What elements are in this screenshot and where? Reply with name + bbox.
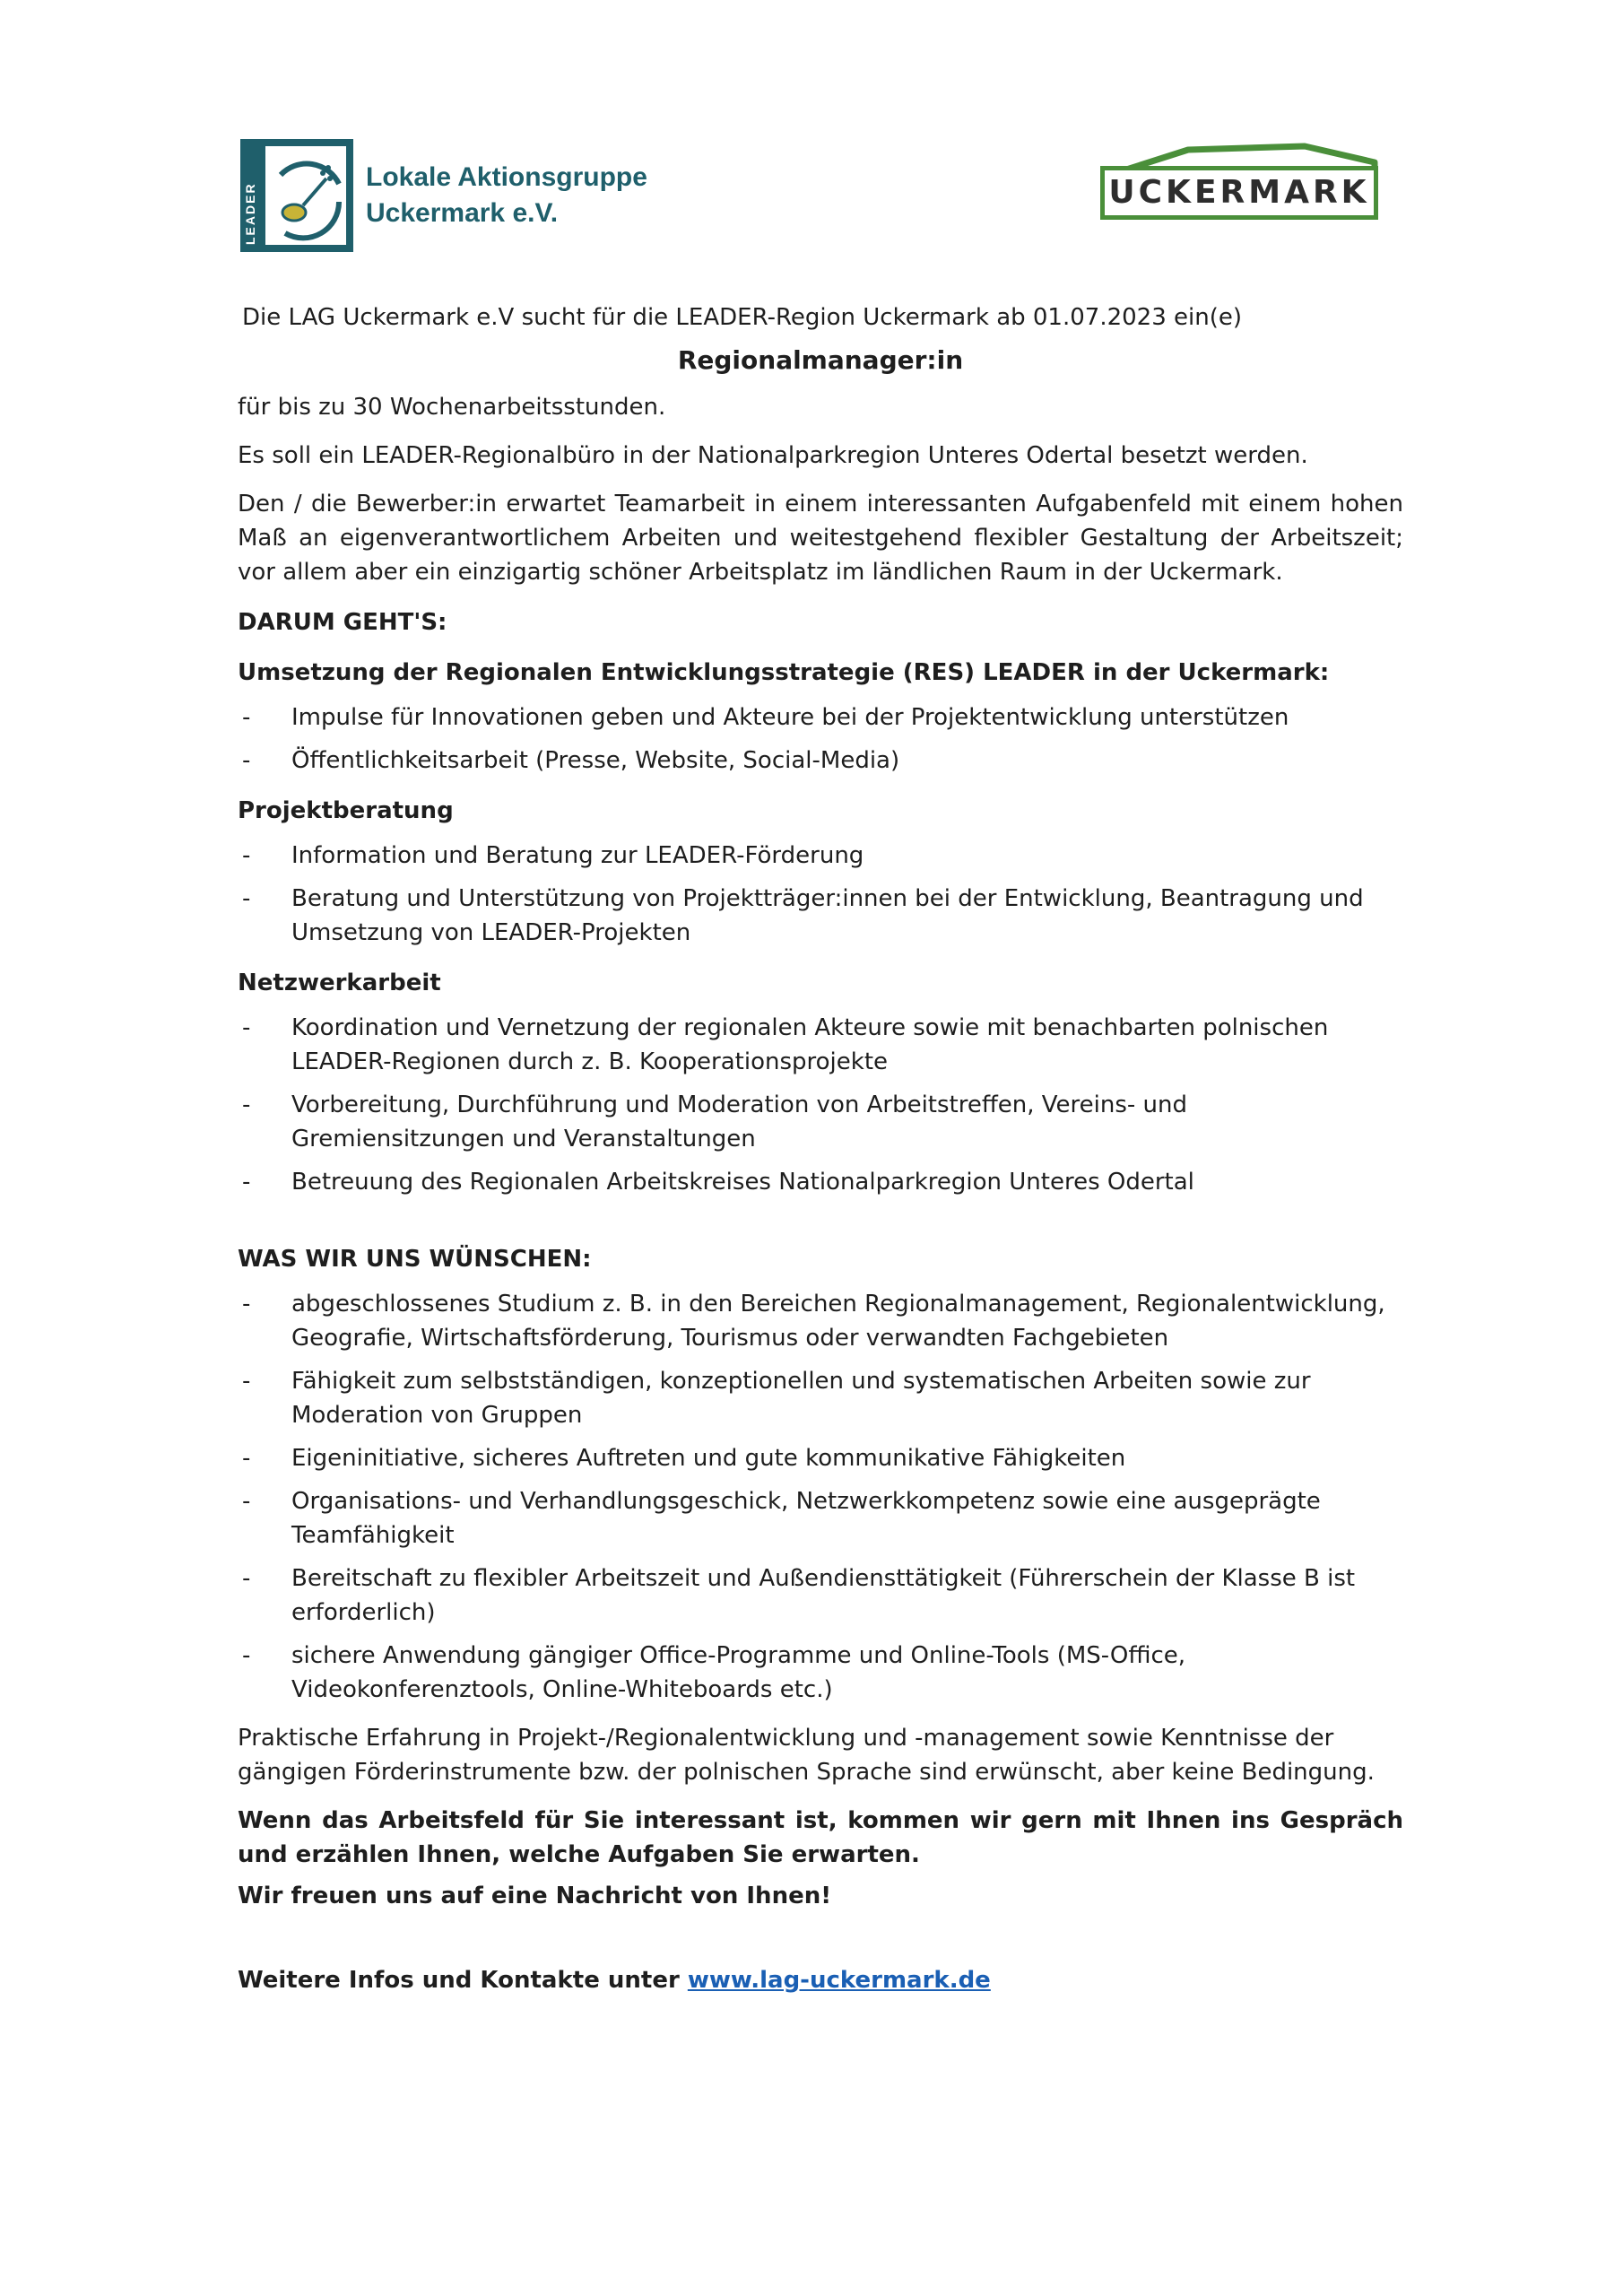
hours-text: für bis zu 30 Wochenarbeitsstunden. <box>238 394 666 421</box>
wuensche-heading: WAS WIR UNS WÜNSCHEN: <box>238 1246 592 1273</box>
uckermark-wordmark: UCKERMARK <box>1100 166 1378 220</box>
netzwerkarbeit-heading: Netzwerkarbeit <box>238 970 441 996</box>
list-item: - Koordination und Vernetzung der regionalen Akteure sowie mit benachbarten polnischen LEADER-Regionen durch z. B. Kooperationsprojekte <box>238 1011 1403 1079</box>
uckermark-logo <box>1098 139 1385 229</box>
lag-logo <box>240 139 647 252</box>
projektberatung-heading: Projektberatung <box>238 797 454 824</box>
experience-text: Praktische Erfahrung in Projekt-/Regionalentwicklung und -management sowie Kenntnisse der gängigen Förderinstrumente bzw. der polnischen Sprache sind erwünscht, aber keine Bedingung. <box>238 1725 1375 1786</box>
list-item: - Bereitschaft zu flexibler Arbeitszeit und Außendiensttätigkeit (Führerschein der Klasse B ist erforderlich) <box>238 1561 1403 1630</box>
list-item: - abgeschlossenes Studium z. B. in den Bereichen Regionalmanagement, Regionalentwicklung, Geografie, Wirtschaftsförderung, Tourismus oder verwandten Fachgebieten <box>238 1287 1403 1355</box>
office-text: Es soll ein LEADER-Regionalbüro in der Nationalparkregion Unteres Odertal besetzt werden. <box>238 442 1308 469</box>
closing-text: Wenn das Arbeitsfeld für Sie interessant ist, kommen wir gern mit Ihnen ins Gespräch und erzählen Ihnen, welche Aufgaben Sie erwarten. <box>238 1807 1403 1868</box>
res-list <box>238 700 1403 778</box>
res-heading: Umsetzung der Regionalen Entwicklungsstrategie (RES) LEADER in der Uckermark: <box>238 659 1330 686</box>
list-item: - Information und Beratung zur LEADER-Förderung <box>238 839 1403 873</box>
lag-name-line1: Lokale Aktionsgruppe <box>366 162 647 192</box>
website-link[interactable]: www.lag-uckermark.de <box>687 1967 991 1994</box>
list-item: - Fähigkeit zum selbstständigen, konzeptionellen und systematischen Arbeiten sowie zur Moderation von Gruppen <box>238 1364 1403 1432</box>
darum-heading: DARUM GEHT'S: <box>238 609 447 636</box>
wuensche-list <box>238 1287 1403 1707</box>
more-info-text: Weitere Infos und Kontakte unter <box>238 1967 680 1994</box>
intro-text: Die LAG Uckermark e.V sucht für die LEADER-Region Uckermark ab 01.07.2023 ein(e) <box>242 304 1243 331</box>
job-title: Regionalmanager:in <box>677 345 964 375</box>
list-item: - Vorbereitung, Durchführung und Moderation von Arbeitstreffen, Vereins- und Gremiensitzungen und Veranstaltungen <box>238 1088 1403 1156</box>
leader-vertical-text: LEADER <box>243 182 257 245</box>
closing-greeting: Wir freuen uns auf eine Nachricht von Ihnen! <box>238 1883 832 1909</box>
lag-name-line2: Uckermark e.V. <box>366 198 559 228</box>
list-item: - Betreuung des Regionalen Arbeitskreises Nationalparkregion Unteres Odertal <box>238 1165 1403 1199</box>
list-item: - Beratung und Unterstützung von Projektträger:innen bei der Entwicklung, Beantragung und Umsetzung von LEADER-Projekten <box>238 882 1403 950</box>
netzwerkarbeit-list <box>238 1011 1403 1199</box>
more-info-line <box>238 1963 1403 1997</box>
list-item: - sichere Anwendung gängiger Office-Programme und Online-Tools (MS-Office, Videokonferenztools, Online-Whiteboards etc.) <box>238 1639 1403 1707</box>
projektberatung-list <box>238 839 1403 950</box>
lag-name <box>366 160 647 231</box>
job-posting <box>238 300 1403 1997</box>
list-item: - Eigeninitiative, sicheres Auftreten und gute kommunikative Fähigkeiten <box>238 1441 1403 1475</box>
leader-emblem <box>240 139 353 252</box>
list-item: - Organisations- und Verhandlungsgeschick, Netzwerkkompetenz sowie eine ausgeprägte Teamfähigkeit <box>238 1484 1403 1552</box>
list-item: - Öffentlichkeitsarbeit (Presse, Website, Social-Media) <box>238 744 1403 778</box>
leader-emblem-graphic <box>240 139 353 252</box>
list-item: - Impulse für Innovationen geben und Akteure bei der Projektentwicklung unterstützen <box>238 700 1403 735</box>
description-text: Den / die Bewerber:in erwartet Teamarbeit in einem interessanten Aufgabenfeld mit einem hohen Maß an eigenverantwortlichem Arbeiten und weitestgehend flexibler Gestaltung der Arbeitszeit; vor allem aber ein einzigartig schöner Arbeitsplatz im ländlichen Raum in der Uckermark. <box>238 491 1403 586</box>
